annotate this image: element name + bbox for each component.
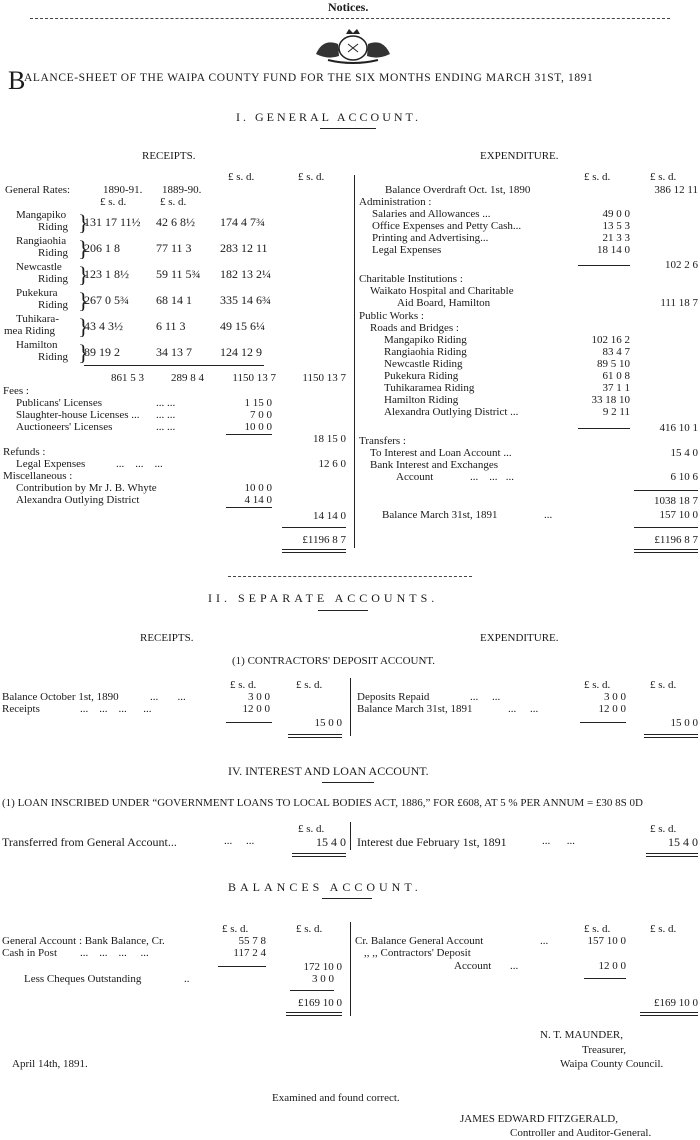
contractor-exp-1: Deposits Repaid: [357, 691, 430, 703]
year-header: 1889-90.: [162, 184, 202, 196]
receipts-heading: RECEIPTS.: [140, 632, 194, 644]
riding-name: Newcastle: [16, 261, 62, 273]
interest-due-value: 15 4 0: [668, 835, 698, 849]
leader-dots: ... ... ... ...: [80, 947, 149, 959]
lsd-header: £ s. d.: [222, 923, 249, 935]
leader-dots: ... ...: [150, 691, 186, 703]
leader-dots: ...: [540, 935, 549, 947]
column-divider: [354, 175, 355, 548]
riding-1889-value: 42 6 8½: [156, 215, 195, 229]
column-divider: [350, 678, 351, 736]
rates-total-carried: 1150 13 7: [302, 372, 346, 384]
leader-dots: ... ...: [542, 835, 575, 847]
sum-rule: [218, 966, 266, 967]
double-rule: [288, 734, 342, 738]
leader-dots: ..: [184, 973, 190, 985]
to-interest-value: 15 4 0: [670, 447, 698, 459]
contractor-receipt-1-value: 3 0 0: [248, 691, 270, 703]
bank-balance-value: 55 7 8: [238, 935, 266, 947]
cr-balance-value: 157 10 0: [587, 935, 626, 947]
signature-date: April 14th, 1891.: [12, 1058, 88, 1070]
loan-description: (1) LOAN INSCRIBED UNDER “GOVERNMENT LOANS TO LOCAL BODIES ACT, 1886,” FOR £608, AT 5 % PER ANNUM = £30 8S 0D: [2, 797, 643, 809]
admin-item-label: Salaries and Allowances ...: [372, 208, 491, 220]
leader-dots: ... ... ...: [470, 471, 514, 483]
misc-value: 10 0 0: [244, 482, 272, 494]
admin-item-value: 18 14 0: [597, 244, 630, 256]
heading-rule: [318, 610, 368, 611]
transfers-label: Transfers :: [359, 435, 406, 447]
lsd-header: £ s. d.: [160, 196, 187, 208]
leader-dots: ... ...: [470, 691, 501, 703]
leader-dots: ...: [544, 509, 553, 521]
fees-total: 18 15 0: [313, 433, 346, 445]
misc-label: Miscellaneous :: [3, 470, 73, 482]
riding-name: Hamilton: [16, 339, 58, 351]
misc-total: 14 14 0: [313, 510, 346, 522]
contractors-deposit-value: 12 0 0: [598, 960, 626, 972]
fee-label: Auctioneers' Licenses: [16, 421, 113, 433]
general-subtotal: 172 10 0: [303, 961, 342, 973]
misc-label: Alexandra Outlying District: [16, 494, 140, 506]
balances-left-total: £169 10 0: [298, 997, 342, 1009]
admin-total: 102 2 6: [665, 259, 698, 271]
sum-rule: [226, 722, 272, 723]
contractor-receipt-1: Balance October 1st, 1890: [2, 691, 119, 703]
refunds-label: Refunds :: [3, 446, 46, 458]
road-item-value: 33 18 10: [591, 394, 630, 406]
waikato-line2: Aid Board, Hamilton: [397, 297, 491, 309]
riding-name-line2: Riding: [38, 351, 68, 363]
lsd-header: £ s. d.: [650, 823, 677, 835]
rates-total-1890: 861 5 3: [111, 372, 144, 384]
riding-total-value: 124 12 9: [220, 345, 262, 359]
less-cheques-label: Less Cheques Outstanding: [24, 973, 142, 985]
leader-dots: ... ...: [156, 409, 176, 421]
leader-dots: ...: [510, 960, 519, 972]
double-rule: [646, 853, 698, 857]
riding-1889-value: 68 14 1: [156, 293, 192, 307]
leader-dots: ... ...: [224, 835, 255, 847]
riding-1889-value: 6 11 3: [156, 319, 186, 333]
riding-total-value: 49 15 6¼: [220, 319, 265, 333]
riding-1890-value: 43 4 3½: [84, 319, 123, 333]
cash-in-post-label: Cash in Post: [2, 947, 58, 959]
page-title: ALANCE-SHEET OF THE WAIPA COUNTY FUND FOR THE SIX MONTHS ENDING MARCH 31ST, 1891: [24, 72, 594, 84]
riding-name-line2: Riding: [38, 221, 68, 233]
double-rule: [292, 853, 346, 857]
overdraft-value: 386 12 11: [654, 184, 698, 196]
contractor-receipt-2-value: 12 0 0: [242, 703, 270, 715]
road-item-value: 83 4 7: [602, 346, 630, 358]
sum-rule: [634, 490, 698, 491]
receipts-heading: RECEIPTS.: [142, 150, 196, 162]
road-item-value: 89 5 10: [597, 358, 630, 370]
fee-value: 7 0 0: [250, 409, 272, 421]
section-heading-balances: BALANCES ACCOUNT.: [228, 880, 422, 894]
cash-in-post-value: 117 2 4: [233, 947, 266, 959]
riding-name: Mangapiko: [16, 209, 67, 221]
fee-label: Slaughter-house Licenses ...: [16, 409, 140, 421]
bank-interest-line2: Account: [396, 471, 434, 483]
lsd-header: £ s. d.: [584, 171, 611, 183]
public-works-label: Public Works :: [359, 310, 424, 322]
charitable-label: Charitable Institutions :: [359, 273, 463, 285]
admin-item-label: Legal Expenses: [372, 244, 442, 256]
sum-rule: [290, 990, 334, 991]
transfer-label: Transferred from General Account...: [2, 835, 177, 849]
riding-1890-value: 131 17 11½: [84, 215, 141, 229]
heading-rule: [320, 128, 376, 129]
header-rule: [30, 18, 670, 19]
fee-value: 10 0 0: [244, 421, 272, 433]
rates-label: General Rates:: [5, 184, 71, 196]
double-rule: [644, 734, 698, 738]
double-rule: [282, 549, 346, 553]
lsd-header: £ s. d.: [296, 679, 323, 691]
double-rule: [286, 1012, 342, 1016]
roads-label: Roads and Bridges :: [370, 322, 459, 334]
contractor-receipt-2: Receipts: [2, 703, 40, 715]
admin-item-value: 21 3 3: [602, 232, 630, 244]
lsd-header: £ s. d.: [296, 923, 323, 935]
lsd-header: £ s. d.: [650, 923, 677, 935]
waikato-line1: Waikato Hospital and Charitable: [370, 285, 514, 297]
brace-icon: }: [78, 210, 89, 235]
fee-value: 1 15 0: [244, 397, 272, 409]
road-item-label: Hamilton Riding: [384, 394, 459, 406]
royal-crest-icon: [308, 26, 398, 64]
section-heading-separate: II. SEPARATE ACCOUNTS.: [208, 591, 439, 605]
balances-right-total: £169 10 0: [654, 997, 698, 1009]
refund-legal-label: Legal Expenses: [16, 458, 86, 470]
lsd-header: £ s. d.: [100, 196, 127, 208]
riding-name-line2: Riding: [38, 299, 68, 311]
lsd-header: £ s. d.: [230, 679, 257, 691]
leader-dots: ... ...: [156, 397, 176, 409]
to-interest-label: To Interest and Loan Account ...: [370, 447, 512, 459]
leader-dots: ... ... ...: [116, 458, 163, 470]
sum-rule: [226, 507, 272, 508]
roads-total: 416 10 1: [659, 422, 698, 434]
riding-1889-value: 34 13 7: [156, 345, 192, 359]
contractor-exp-2-value: 12 0 0: [598, 703, 626, 715]
road-item-label: Tuhikaramea Riding: [384, 382, 475, 394]
contractors-deposit-line2: Account: [454, 960, 492, 972]
receipts-grand-total: £1196 8 7: [302, 534, 346, 546]
sum-rule: [84, 365, 264, 366]
road-item-value: 9 2 11: [602, 406, 630, 418]
expenditure-subtotal: 1038 18 7: [654, 495, 698, 507]
road-item-label: Mangapiko Riding: [384, 334, 467, 346]
fee-label: Publicans' Licenses: [16, 397, 102, 409]
contractors-deposit-line1: ,, ,, Contractors' Deposit: [364, 947, 471, 959]
auditor-role: Controller and Auditor-General.: [510, 1127, 652, 1139]
road-item-value: 37 1 1: [602, 382, 630, 394]
admin-label: Administration :: [359, 196, 432, 208]
lsd-header: £ s. d.: [650, 679, 677, 691]
page-header: Notices.: [328, 0, 369, 14]
big-initial: B: [8, 66, 26, 95]
contractors-heading: (1) CONTRACTORS' DEPOSIT ACCOUNT.: [232, 655, 436, 667]
waikato-value: 111 18 7: [660, 297, 698, 309]
lsd-header: £ s. d.: [650, 171, 677, 183]
rates-total: 1150 13 7: [232, 372, 276, 384]
section-heading-interest: IV. INTEREST AND LOAN ACCOUNT.: [228, 764, 429, 778]
lsd-header: £ s. d.: [298, 823, 325, 835]
sum-rule: [634, 527, 698, 528]
road-item-label: Newcastle Riding: [384, 358, 463, 370]
admin-item-label: Office Expenses and Petty Cash...: [372, 220, 522, 232]
brace-icon: }: [78, 340, 89, 365]
examined-note: Examined and found correct.: [272, 1092, 400, 1104]
riding-1890-value: 89 19 2: [84, 345, 120, 359]
interest-due-label: Interest due February 1st, 1891: [357, 835, 507, 849]
brace-icon: }: [78, 288, 89, 313]
riding-total-value: 174 4 7¾: [220, 215, 265, 229]
lsd-header: £ s. d.: [584, 923, 611, 935]
council-name: Waipa County Council.: [560, 1058, 664, 1070]
bank-balance-label: General Account : Bank Balance, Cr.: [2, 935, 165, 947]
expenditure-heading: EXPENDITURE.: [480, 150, 559, 162]
admin-item-label: Printing and Advertising...: [372, 232, 489, 244]
auditor-name: JAMES EDWARD FITZGERALD,: [460, 1113, 618, 1125]
section-separator: [228, 576, 472, 577]
bank-interest-value: 6 10 6: [670, 471, 698, 483]
balance-march-value: 157 10 0: [659, 509, 698, 521]
contractor-exp-1-value: 3 0 0: [604, 691, 626, 703]
contractor-exp-2: Balance March 31st, 1891: [357, 703, 473, 715]
riding-1889-value: 59 11 5¾: [156, 267, 201, 281]
brace-icon: }: [78, 236, 89, 261]
road-item-value: 102 16 2: [591, 334, 630, 346]
fees-label: Fees :: [3, 385, 29, 397]
sum-rule: [580, 722, 626, 723]
riding-name-line2: mea Riding: [4, 325, 56, 337]
sum-rule: [584, 978, 626, 979]
section-heading-general: I. GENERAL ACCOUNT.: [236, 110, 421, 124]
brace-icon: }: [78, 262, 89, 287]
lsd-header: £ s. d.: [584, 679, 611, 691]
contractor-receipt-total: 15 0 0: [314, 717, 342, 729]
riding-1889-value: 77 11 3: [156, 241, 192, 255]
sum-rule: [578, 428, 630, 429]
road-item-label: Alexandra Outlying District ...: [384, 406, 519, 418]
lsd-header: £ s. d.: [228, 171, 255, 183]
leader-dots: ... ... ... ...: [80, 703, 152, 715]
refund-legal-value: 12 6 0: [318, 458, 346, 470]
contractor-exp-total: 15 0 0: [670, 717, 698, 729]
riding-1890-value: 267 0 5¾: [84, 293, 129, 307]
sum-rule: [282, 527, 346, 528]
misc-value: 4 14 0: [244, 494, 272, 506]
riding-name-line2: Riding: [38, 247, 68, 259]
riding-name-line2: Riding: [38, 273, 68, 285]
riding-1890-value: 206 1 8: [84, 241, 120, 255]
cr-balance-label: Cr. Balance General Account: [355, 935, 484, 947]
riding-total-value: 283 12 11: [220, 241, 268, 255]
bank-interest-line1: Bank Interest and Exchanges: [370, 459, 498, 471]
riding-name: Pukekura: [16, 287, 58, 299]
column-divider: [350, 922, 351, 1016]
treasurer-role: Treasurer,: [582, 1044, 627, 1056]
riding-name: Rangiaohia: [16, 235, 67, 247]
balance-march-label: Balance March 31st, 1891: [382, 509, 498, 521]
treasurer-name: N. T. MAUNDER,: [540, 1029, 624, 1041]
misc-label: Contribution by Mr J. B. Whyte: [16, 482, 157, 494]
expenditure-grand-total: £1196 8 7: [654, 534, 698, 546]
brace-icon: }: [78, 314, 89, 339]
sum-rule: [226, 434, 272, 435]
sum-rule: [578, 265, 630, 266]
year-header: 1890-91.: [103, 184, 143, 196]
leader-dots: ... ...: [156, 421, 176, 433]
overdraft-label: Balance Overdraft Oct. 1st, 1890: [385, 184, 531, 196]
double-rule: [634, 549, 698, 553]
admin-item-value: 13 5 3: [602, 220, 630, 232]
road-item-label: Rangiaohia Riding: [384, 346, 467, 358]
rates-total-1889: 289 8 4: [171, 372, 204, 384]
road-item-value: 61 0 8: [602, 370, 630, 382]
column-divider: [350, 822, 351, 850]
heading-rule: [322, 782, 374, 783]
expenditure-heading: EXPENDITURE.: [480, 632, 559, 644]
transfer-value: 15 4 0: [316, 835, 346, 849]
lsd-header: £ s. d.: [298, 171, 325, 183]
riding-name: Tuhikara-: [16, 313, 59, 325]
admin-item-value: 49 0 0: [602, 208, 630, 220]
riding-1890-value: 123 1 8½: [84, 267, 129, 281]
riding-total-value: 182 13 2¼: [220, 267, 271, 281]
leader-dots: ... ...: [508, 703, 539, 715]
road-item-label: Pukekura Riding: [384, 370, 459, 382]
less-cheques-value: 3 0 0: [312, 973, 334, 985]
heading-rule: [322, 898, 372, 899]
riding-total-value: 335 14 6¾: [220, 293, 271, 307]
double-rule: [640, 1012, 698, 1016]
